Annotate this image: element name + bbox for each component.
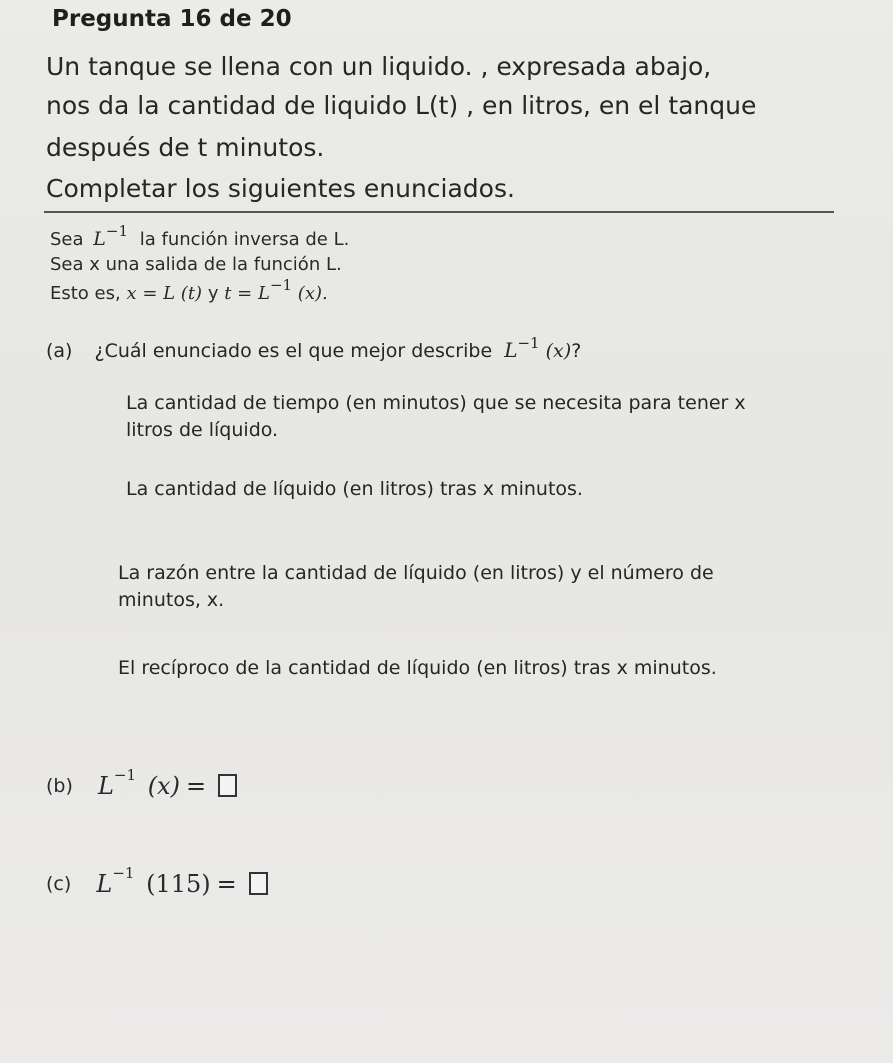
option-4[interactable]	[118, 655, 717, 682]
option-1-line-1: La cantidad de tiempo (en minutos) que se necesita para tener x	[126, 392, 746, 414]
option-2[interactable]	[126, 476, 583, 503]
option-4-line-1: El recíproco de la cantidad de líquido (en litros) tras x minutos.	[118, 657, 717, 679]
option-3[interactable]	[118, 560, 714, 614]
esto-prefix: Esto es,	[50, 283, 121, 304]
sea-suffix: la función inversa de L.	[139, 229, 350, 250]
part-b-argument: (x)	[147, 772, 180, 800]
section-divider	[44, 211, 834, 213]
part-c-argument: (115)	[146, 870, 211, 898]
intro-line-1: Un tanque se llena con un liquido. , expresada abajo,	[46, 52, 712, 81]
part-c-answer-box[interactable]	[249, 872, 268, 895]
part-c-symbol: L	[96, 870, 113, 898]
relation-connector: y	[207, 283, 219, 304]
part-b-exponent: −1	[113, 766, 137, 784]
part-c	[46, 864, 268, 898]
inverse-exponent: −1	[105, 222, 129, 240]
part-a-exponent: −1	[517, 334, 540, 352]
intro-line-3: después de t minutos.	[46, 133, 325, 162]
part-a-symbol: L	[504, 338, 518, 362]
part-a-question-text: ¿Cuál enunciado es el que mejor describe	[94, 340, 493, 362]
definition-relation	[50, 276, 328, 304]
intro-line-2: nos da la cantidad de liquido L(t) , en litros, en el tanque	[46, 91, 757, 120]
part-c-equals: =	[216, 870, 237, 898]
option-2-line-1: La cantidad de líquido (en litros) tras x minutos.	[126, 478, 583, 500]
inverse-symbol: L	[93, 228, 106, 250]
part-c-label: (c)	[46, 873, 72, 895]
definition-inverse	[50, 222, 350, 250]
relation-exponent: −1	[269, 276, 293, 294]
relation-expression-1: x = L (t)	[126, 283, 203, 304]
part-b-symbol: L	[97, 772, 114, 800]
part-b-equals: =	[185, 772, 207, 800]
part-a-argument: (x)	[545, 340, 572, 362]
part-c-exponent: −1	[112, 864, 135, 882]
option-3-line-1: La razón entre la cantidad de líquido (en litros) y el número de	[118, 562, 714, 584]
part-a-question	[46, 334, 582, 362]
question-title: Pregunta 16 de 20	[52, 6, 292, 32]
definition-output: Sea x una salida de la función L.	[50, 254, 342, 275]
option-1[interactable]	[126, 390, 746, 444]
sea-prefix: Sea	[50, 229, 84, 250]
part-b-label: (b)	[46, 775, 73, 797]
part-a-question-mark: ?	[571, 340, 582, 362]
option-3-line-2: minutos, x.	[118, 589, 225, 611]
part-a-label: (a)	[46, 340, 73, 362]
relation-expression-2: t = L	[224, 283, 270, 304]
relation-argument: (x).	[297, 283, 328, 304]
part-b-answer-box[interactable]	[218, 774, 237, 797]
part-b	[46, 766, 237, 800]
option-1-line-2: litros de líquido.	[126, 419, 279, 441]
instruction: Completar los siguientes enunciados.	[46, 174, 515, 203]
